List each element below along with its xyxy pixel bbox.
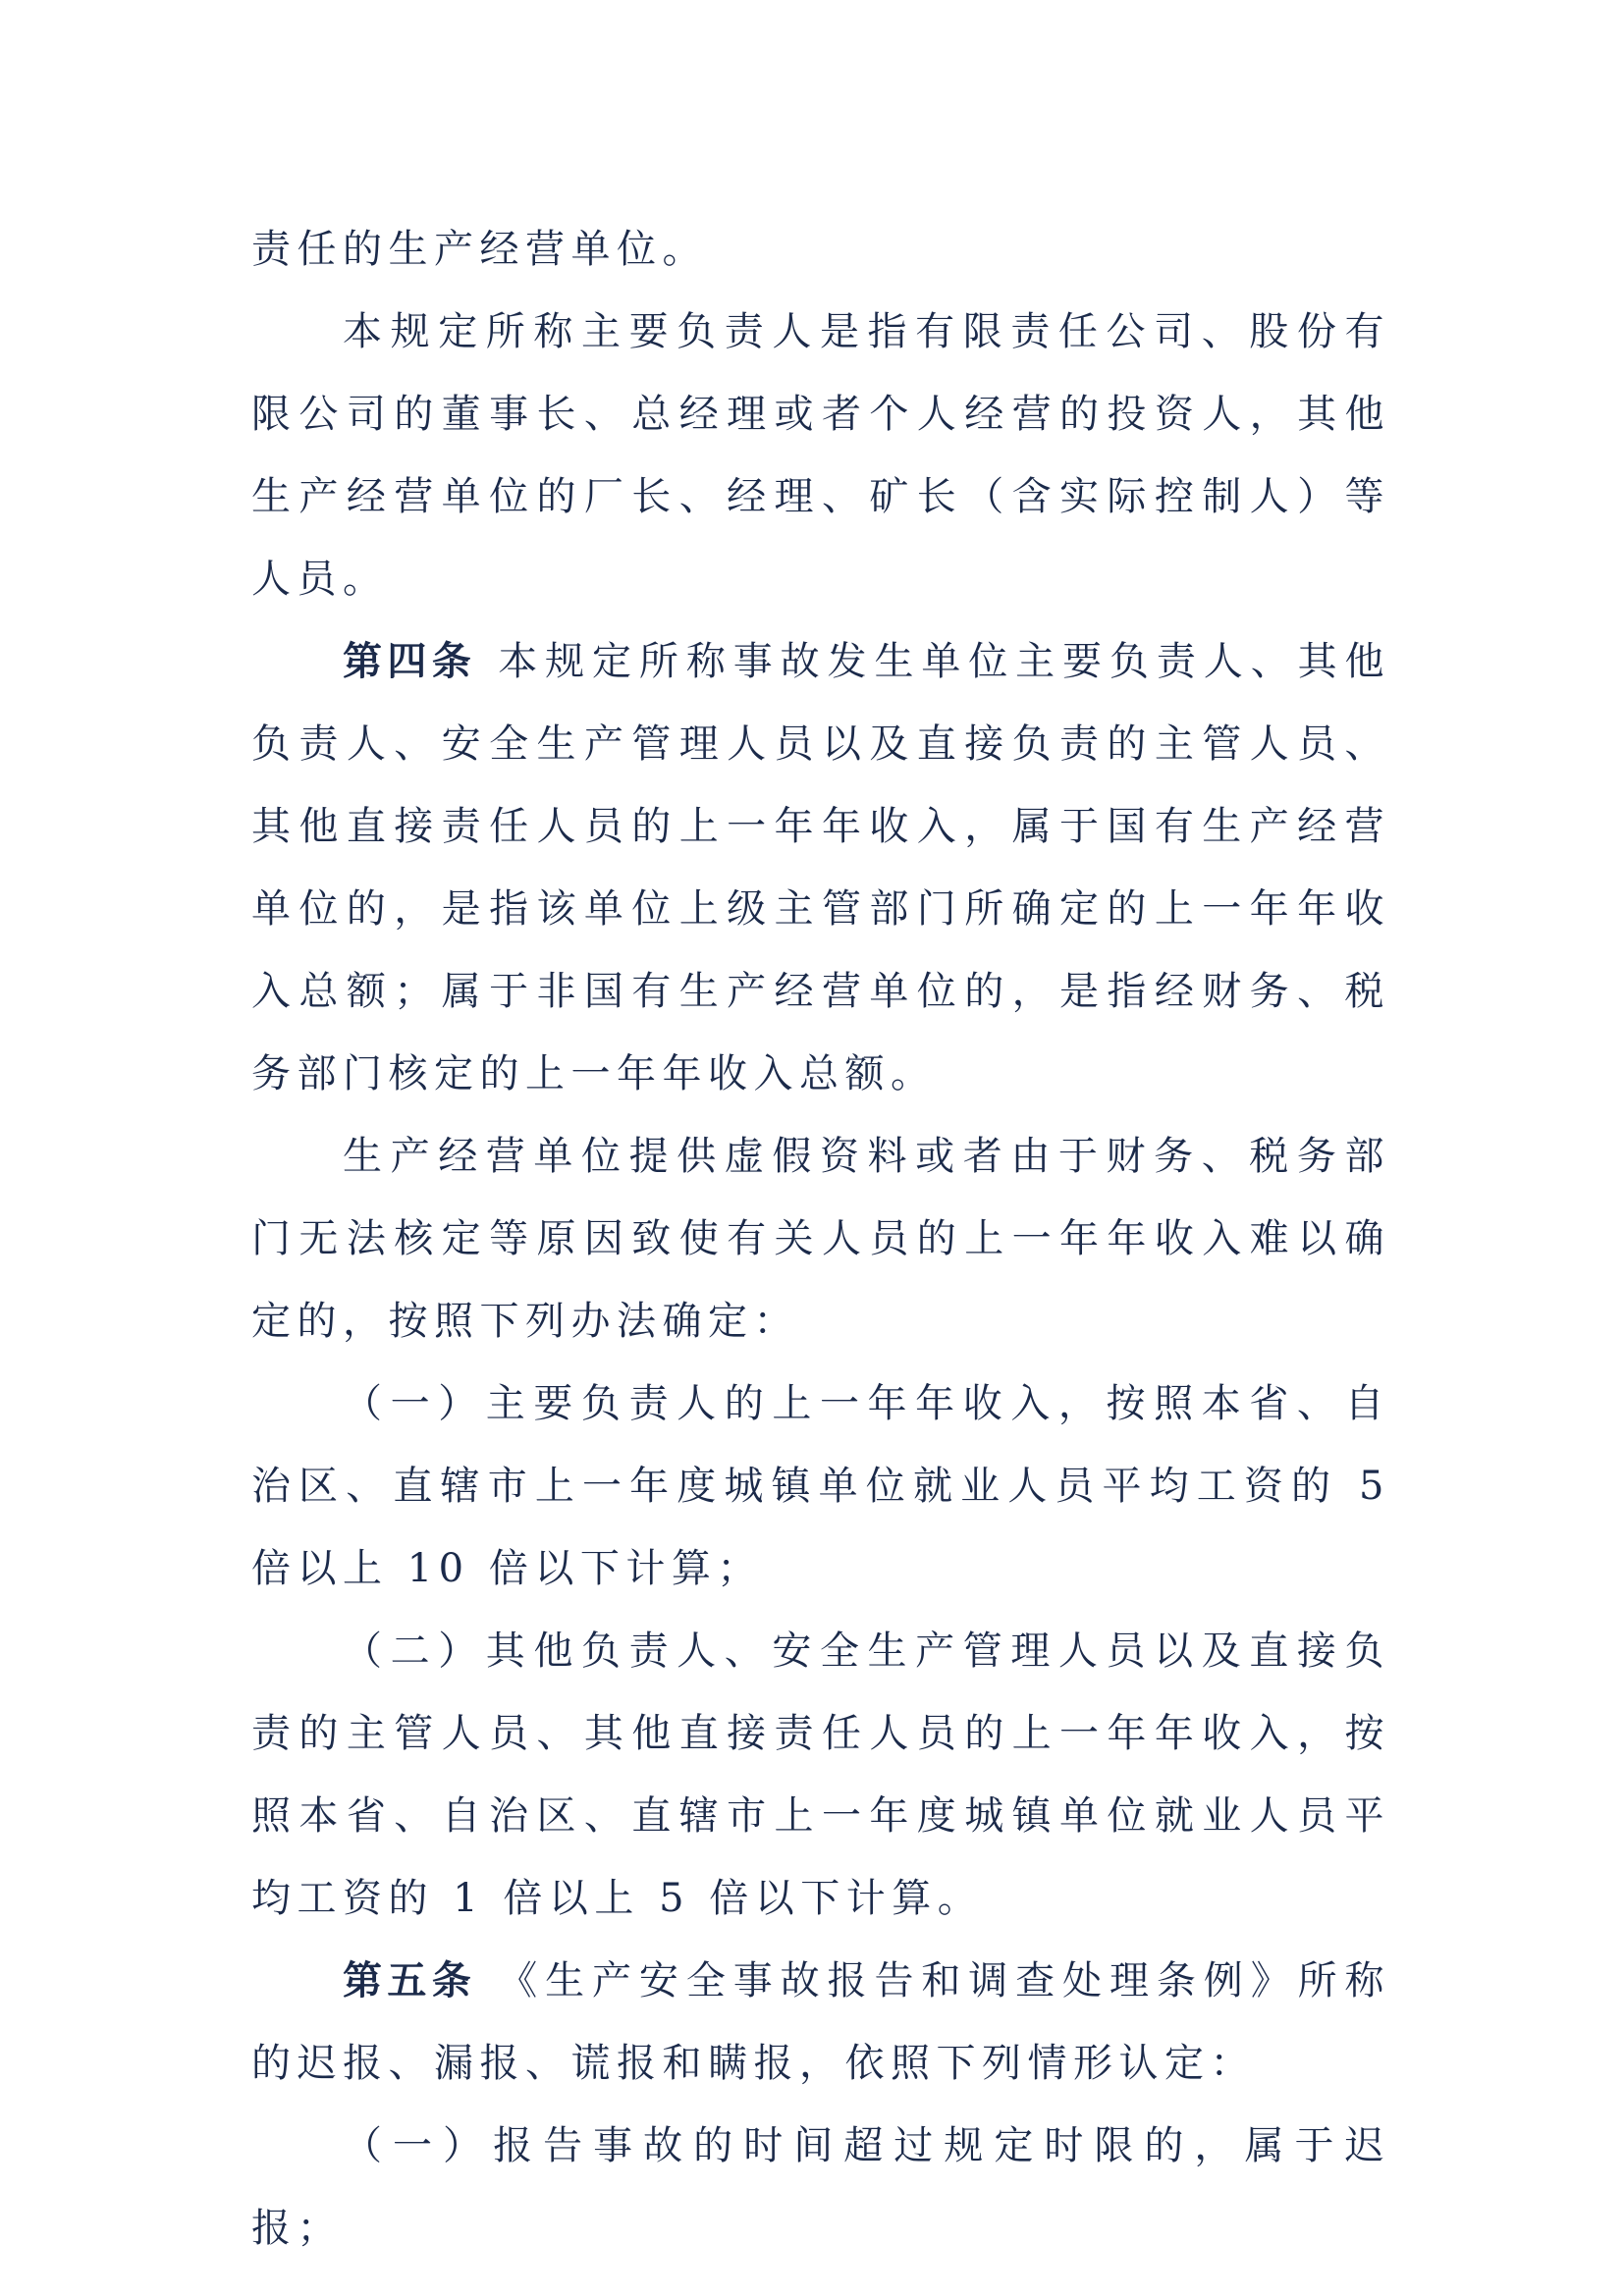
paragraph-principal-definition bbox=[251, 291, 1390, 620]
paragraph-text: 责任的生产经营单位。 bbox=[251, 227, 708, 272]
paragraph-text: （一）报告事故的时间超过规定时限的，属于迟报； bbox=[251, 2123, 1390, 2251]
paragraph-text: （二）其他负责人、安全生产管理人员以及直接负责的主管人员、其他直接责任人员的上一年年收入，按照本省、自治区、直辖市上一年度城镇单位就业人员平均工资的 1 倍以上 5 倍以下计算。 bbox=[251, 1629, 1390, 1921]
paragraph-income-determination bbox=[251, 1115, 1390, 1362]
list-item-late-report bbox=[251, 2105, 1390, 2269]
article-label: 第四条 bbox=[343, 639, 477, 684]
article-5 bbox=[251, 1940, 1390, 2105]
article-label: 第五条 bbox=[343, 1958, 477, 2003]
paragraph-continuation bbox=[251, 208, 1390, 291]
list-item-2 bbox=[251, 1610, 1390, 1940]
paragraph-text: 本规定所称主要负责人是指有限责任公司、股份有限公司的董事长、总经理或者个人经营的投资人，其他生产经营单位的厂长、经理、矿长（含实际控制人）等人员。 bbox=[251, 309, 1390, 602]
paragraph-text: 生产经营单位提供虚假资料或者由于财务、税务部门无法核定等原因致使有关人员的上一年年收入难以确定的，按照下列办法确定： bbox=[251, 1134, 1390, 1344]
paragraph-text: 本规定所称事故发生单位主要负责人、其他负责人、安全生产管理人员以及直接负责的主管人员、其他直接责任人员的上一年年收入，属于国有生产经营单位的，是指该单位上级主管部门所确定的上一年年收入总额；属于非国有生产经营单位的，是指经财务、税务部门核定的上一年年收入总额。 bbox=[251, 639, 1391, 1096]
article-4 bbox=[251, 620, 1390, 1115]
paragraph-text: 《生产安全事故报告和调查处理条例》所称的迟报、漏报、谎报和瞒报，依照下列情形认定： bbox=[251, 1958, 1391, 2086]
document-body bbox=[251, 208, 1390, 2269]
list-item-1 bbox=[251, 1362, 1390, 1610]
paragraph-text: （一）主要负责人的上一年年收入，按照本省、自治区、直辖市上一年度城镇单位就业人员平均工资的 5 倍以上 10 倍以下计算； bbox=[251, 1381, 1390, 1591]
